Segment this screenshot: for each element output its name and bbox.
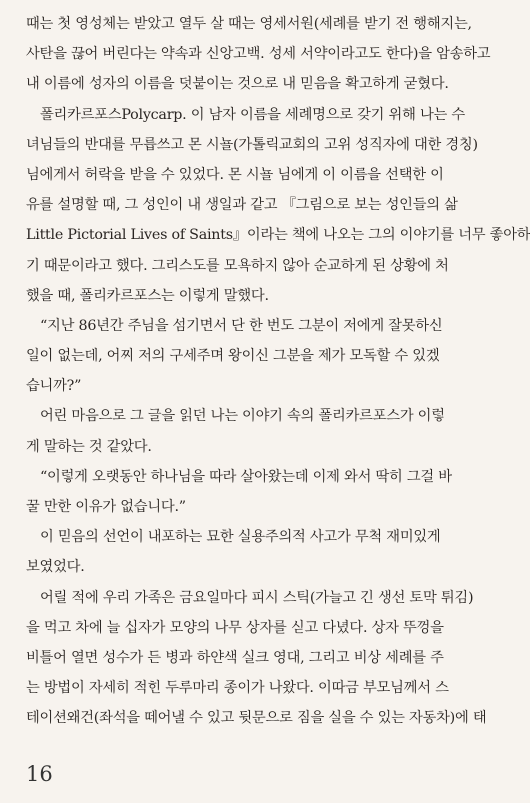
text-line: 는 방법이 자세히 적힌 두루마리 종이가 나왔다. 이따금 부모님께서 스 <box>26 680 449 697</box>
text-line: 기 때문이라고 했다. 그리스도를 모욕하지 않아 순교하게 된 상황에 처 <box>26 257 449 274</box>
text-line: 했을 때, 폴리카르포스는 이렇게 말했다. <box>26 287 269 304</box>
text-line: 어린 마음으로 그 글을 읽던 나는 이야기 속의 폴리카르포스가 이렇 <box>40 408 445 425</box>
text-line: Little Pictorial Lives of Saints』이라는 책에 나오는 그의 이야기를 너무 좋아하 <box>26 227 530 244</box>
text-line: 보였었다. <box>26 559 85 576</box>
text-line: 폴리카르포스Polycarp. 이 남자 이름을 세례명으로 갖기 위해 나는 수 <box>40 106 465 123</box>
text-line: 습니까?” <box>26 378 82 395</box>
page-number: 16 <box>26 762 53 786</box>
text-line: 녀님들의 반대를 무릅쓰고 몬 시뇰(가톨릭교회의 고위 성직자에 대한 경칭) <box>26 136 478 153</box>
text-line: “이렇게 오랫동안 하나님을 따라 살아왔는데 이제 와서 딱히 그걸 바 <box>40 468 452 485</box>
text-line: 이 믿음의 선언이 내포하는 묘한 실용주의적 사고가 무척 재미있게 <box>40 529 441 546</box>
text-line: 때는 첫 영성체는 받았고 열두 살 때는 영세서원(세례를 받기 전 행해지는, <box>26 16 472 32</box>
text-line: 비틀어 열면 성수가 든 병과 하얀색 실크 영대, 그리고 비상 세례를 주 <box>26 649 444 666</box>
text-line: “지난 86년간 주님을 섬기면서 단 한 번도 그분이 저에게 잘못하신 <box>40 317 443 334</box>
text-line: 님에게서 허락을 받을 수 있었다. 몬 시뇰 님에게 이 이름을 선택한 이 <box>26 166 444 183</box>
text-line: 꿀 만한 이유가 없습니다.” <box>26 499 186 515</box>
text-line: 어릴 적에 우리 가족은 금요일마다 피시 스틱(가늘고 긴 생선 토막 튀김) <box>40 589 474 606</box>
text-line: 사탄을 끊어 버린다는 약속과 신앙고백. 성세 서약이라고도 한다)을 암송하고 <box>26 46 491 63</box>
text-line: 을 먹고 차에 늘 십자가 모양의 나무 상자를 싣고 다녔다. 상자 뚜껑을 <box>26 619 444 636</box>
body-text <box>26 9 530 734</box>
text-line: 유를 설명할 때, 그 성인이 내 생일과 같고 『그림으로 보는 성인들의 삶 <box>26 197 458 214</box>
text-line: 테이션왜건(좌석을 떼어낼 수 있고 뒷문으로 짐을 실을 수 있는 자동차)에 태 <box>26 710 487 727</box>
text-line: 내 이름에 성자의 이름을 덧붙이는 것으로 내 믿음을 확고하게 굳혔다. <box>26 76 449 93</box>
text-line: 게 말하는 것 같았다. <box>26 438 152 455</box>
text-line: 일이 없는데, 어찌 저의 구세주며 왕이신 그분을 제가 모독할 수 있겠 <box>26 348 440 365</box>
